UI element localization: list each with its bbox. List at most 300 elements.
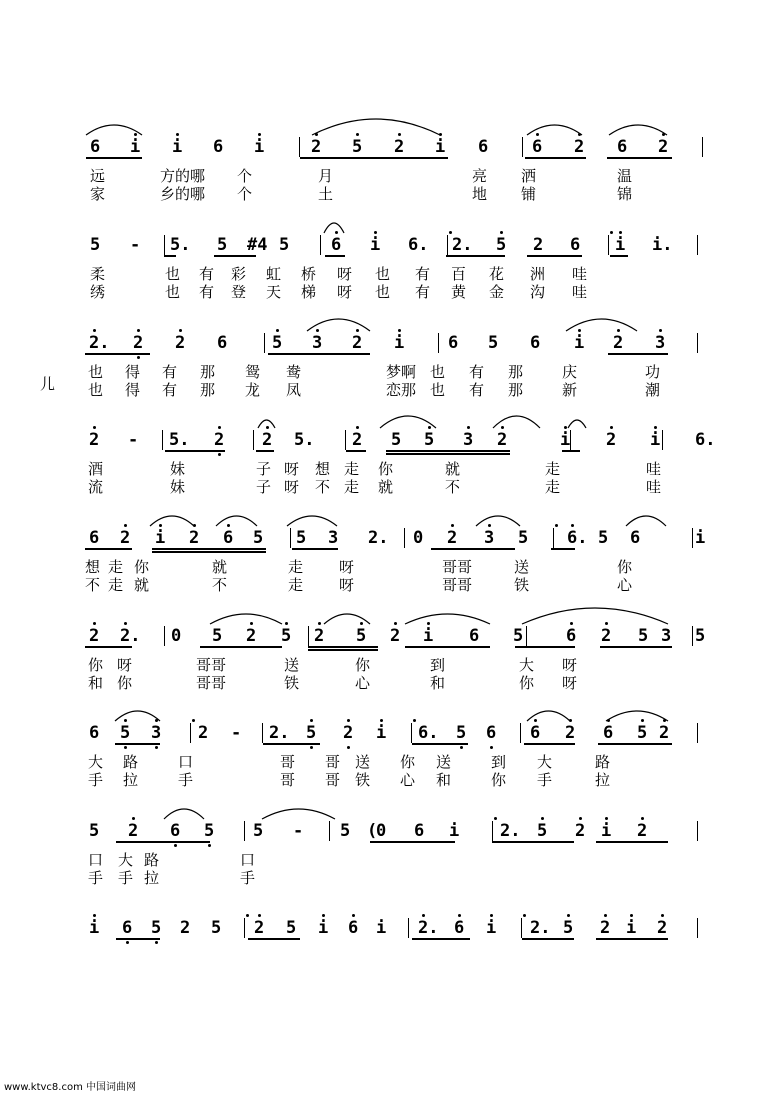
jianpu-note: 2 [352, 430, 363, 450]
beam-underline [525, 157, 586, 159]
jianpu-note: 2 [262, 430, 273, 450]
octave-dot-high [132, 817, 135, 820]
lyric-verse-1: 彩 [231, 265, 247, 283]
bar-line [438, 333, 439, 353]
lyric-verse-2: 家 [90, 185, 106, 203]
octave-dot-high [534, 719, 537, 722]
lyric-verse-1: 送 [355, 753, 371, 771]
bar-line [608, 235, 609, 255]
jianpu-note: ( [367, 821, 378, 841]
beam-underline [256, 450, 274, 452]
jianpu-note: 2 [214, 430, 225, 450]
octave-dot-high [394, 622, 397, 625]
octave-dot-high [318, 622, 321, 625]
beam-underline [308, 646, 378, 648]
octave-dot-high [93, 622, 96, 625]
lyric-verse-2: 地 [472, 185, 488, 203]
octave-dot-low [347, 746, 350, 749]
octave-dot-high [413, 719, 416, 722]
jianpu-note: 3 [328, 528, 339, 548]
octave-dot-high [654, 426, 657, 429]
jianpu-note: 2 [246, 626, 257, 646]
jianpu-note: 2 [128, 821, 139, 841]
score-system [0, 626, 772, 716]
jianpu-note: 2 [657, 918, 668, 938]
lyric-verse-2: 心 [617, 576, 633, 594]
lyric-verse-2: 哥 [280, 771, 296, 789]
lyric-verse-2: 走 [288, 576, 304, 594]
lyric-verse-2: 呀 [337, 283, 353, 301]
jianpu-note: 5 [695, 626, 706, 646]
lyric-verse-2: 不 [445, 478, 461, 496]
beam-underline [412, 938, 470, 940]
octave-dot-low [155, 746, 158, 749]
octave-dot-high [179, 329, 182, 332]
octave-dot-low [124, 746, 127, 749]
jianpu-note: 2 [447, 528, 458, 548]
jianpu-note: 6 [530, 723, 541, 743]
jianpu-note: i [695, 528, 706, 548]
beam-underline [85, 548, 132, 550]
lyric-verse-2: 梯 [301, 283, 317, 301]
jianpu-note: 2 [574, 137, 585, 157]
bar-line [345, 430, 346, 450]
jianpu-note: 2. [89, 333, 110, 353]
lyric-verse-1: 百 [451, 265, 467, 283]
lyric-verse-1: 桥 [301, 265, 317, 283]
octave-dot-high [494, 817, 497, 820]
jianpu-note: 2. [269, 723, 290, 743]
octave-dot-high [610, 426, 613, 429]
beam-underline [431, 548, 515, 550]
beam-underline [116, 841, 210, 843]
jianpu-note: 5 [352, 137, 363, 157]
lyric-verse-1: 想 [315, 460, 331, 478]
slur-layer [0, 626, 772, 716]
bar-line [253, 430, 254, 450]
lyric-verse-2: 子 [256, 478, 272, 496]
jianpu-note: 2 [352, 333, 363, 353]
bar-line [299, 137, 300, 157]
octave-dot-high [93, 914, 96, 917]
lyric-verse-1: 你 [378, 460, 394, 478]
bar-line [522, 137, 523, 157]
octave-dot-high [564, 426, 567, 429]
jianpu-note: i [486, 918, 497, 938]
octave-dot-high [276, 329, 279, 332]
lyric-verse-1: 路 [123, 753, 139, 771]
lyric-verse-1: 妹 [170, 460, 186, 478]
lyric-verse-2: 绣 [90, 283, 106, 301]
beam-underline [263, 743, 320, 745]
jianpu-note: 3 [463, 430, 474, 450]
beam-underline [607, 157, 672, 159]
jianpu-note: i [574, 333, 585, 353]
lyric-verse-1: 酒 [88, 460, 104, 478]
jianpu-note: i [318, 918, 329, 938]
jianpu-note: 5 [211, 918, 222, 938]
beam-underline [248, 938, 300, 940]
octave-dot-high [662, 133, 665, 136]
lyric-verse-2: 铁 [284, 674, 300, 692]
beam-underline [214, 255, 256, 257]
lyric-verse-2: 手 [240, 869, 256, 887]
lyric-verse-1: 温 [617, 167, 633, 185]
beam-underline [522, 938, 574, 940]
jianpu-note: 5 [488, 333, 499, 353]
score-system [0, 723, 772, 813]
octave-dot-high [605, 817, 608, 820]
octave-dot-high [316, 329, 319, 332]
lyric-verse-2: 你 [519, 674, 535, 692]
jianpu-note: i [435, 137, 446, 157]
jianpu-note: 6 [331, 235, 342, 255]
jianpu-note: 5 [306, 723, 317, 743]
jianpu-note: 0 [376, 821, 387, 841]
jianpu-note: #4 [247, 235, 268, 255]
lyric-verse-2: 呀 [562, 674, 578, 692]
lyric-verse-1: 那 [200, 363, 216, 381]
lyric-verse-2: 拉 [595, 771, 611, 789]
lyric-verse-1: 梦啊 [386, 363, 417, 381]
jianpu-note: 2 [133, 333, 144, 353]
octave-dot-low [218, 453, 221, 456]
jianpu-note: 6 [223, 528, 234, 548]
bar-line [244, 821, 245, 841]
jianpu-note: 5 [253, 528, 264, 548]
octave-dot-high [570, 622, 573, 625]
beam-underline [551, 548, 575, 550]
lyric-verse-2: 妹 [170, 478, 186, 496]
lyric-verse-1: 口 [178, 753, 194, 771]
octave-dot-high [451, 524, 454, 527]
jianpu-note: 5 [456, 723, 467, 743]
jianpu-note: i [89, 918, 100, 938]
octave-dot-high [155, 719, 158, 722]
jianpu-note: i [560, 430, 571, 450]
jianpu-note: 2 [314, 626, 325, 646]
jianpu-note: 5 [391, 430, 402, 450]
jianpu-note: 5 [217, 235, 228, 255]
octave-dot-high [578, 329, 581, 332]
beam-underline [325, 255, 345, 257]
lyric-verse-1: 那 [508, 363, 524, 381]
bar-line [521, 918, 522, 938]
lyric-verse-2: 手 [88, 771, 104, 789]
jianpu-note: 2 [189, 528, 200, 548]
jianpu-note: 5 [638, 626, 649, 646]
jianpu-note: i [370, 235, 381, 255]
jianpu-note: 5. [169, 430, 190, 450]
jianpu-note: 6 [603, 723, 614, 743]
beam-underline [300, 157, 448, 159]
octave-dot-high [266, 426, 269, 429]
octave-dot-high [246, 914, 249, 917]
lyric-verse-1: 就 [212, 558, 228, 576]
lyric-verse-1: 子 [256, 460, 272, 478]
octave-dot-high [285, 622, 288, 625]
lyric-verse-1: 你 [88, 656, 104, 674]
bar-line [697, 723, 698, 743]
jianpu-note: 6. [418, 723, 439, 743]
lyric-verse-1: 也 [430, 363, 446, 381]
jianpu-note: 6 [478, 137, 489, 157]
octave-dot-high [578, 133, 581, 136]
slur-arc [312, 119, 440, 135]
lyric-verse-1: 洲 [530, 265, 546, 283]
jianpu-note: 5 [513, 626, 524, 646]
lyric-verse-1: 月 [318, 167, 334, 185]
lyric-verse-2: 手 [118, 869, 134, 887]
jianpu-note: 6 [122, 918, 133, 938]
lyric-verse-2: 个 [237, 185, 253, 203]
bar-line [264, 333, 265, 353]
lyric-verse-2: 就 [134, 576, 150, 594]
octave-dot-high [250, 622, 253, 625]
lyric-verse-1: 柔 [90, 265, 106, 283]
jianpu-note: 6 [448, 333, 459, 353]
octave-dot-high [93, 426, 96, 429]
lyric-verse-2: 新 [562, 381, 578, 399]
lyric-verse-1: 走 [344, 460, 360, 478]
lyric-verse-2: 哇 [572, 283, 588, 301]
lyric-verse-1: 送 [514, 558, 530, 576]
bar-line [190, 723, 191, 743]
lyric-verse-2: 那 [508, 381, 524, 399]
lyric-verse-2: 走 [108, 576, 124, 594]
lyric-verse-1: 呀 [284, 460, 300, 478]
lyric-verse-2: 呀 [339, 576, 355, 594]
beam-underline [412, 743, 468, 745]
jianpu-note: i [394, 333, 405, 353]
bar-line [692, 626, 693, 646]
lyric-verse-1: 呀 [337, 265, 353, 283]
lyric-verse-1: 有 [162, 363, 178, 381]
octave-dot-high [630, 914, 633, 917]
beam-underline [600, 646, 672, 648]
jianpu-note: 2 [198, 723, 209, 743]
lyric-verse-2: 沟 [530, 283, 546, 301]
lyric-verse-1: 功 [645, 363, 661, 381]
lyric-verse-1: 哇 [646, 460, 662, 478]
lyric-verse-2: 你 [117, 674, 133, 692]
jianpu-note: 2. [452, 235, 473, 255]
bar-line [662, 430, 663, 450]
lyric-verse-1: 你 [134, 558, 150, 576]
bar-line [447, 235, 448, 255]
lyric-verse-1: 也 [375, 265, 391, 283]
lyric-verse-1: 个 [237, 167, 253, 185]
slur-arc [609, 125, 667, 135]
lyric-verse-1: 走 [545, 460, 561, 478]
octave-dot-high [536, 133, 539, 136]
jianpu-note: 2. [530, 918, 551, 938]
jianpu-note: 5 [253, 821, 264, 841]
lyric-verse-1: 洒 [521, 167, 537, 185]
jianpu-note: 2 [254, 918, 265, 938]
octave-dot-high [258, 133, 261, 136]
beam-underline [165, 450, 225, 452]
octave-dot-high [310, 719, 313, 722]
octave-dot-low [155, 941, 158, 944]
beam-underline [292, 548, 338, 550]
lyric-verse-1: 亮 [472, 167, 488, 185]
jianpu-note: 5. [170, 235, 191, 255]
octave-dot-high [427, 622, 430, 625]
bar-line [520, 723, 521, 743]
jianpu-note: 2. [418, 918, 439, 938]
octave-dot-low [310, 746, 313, 749]
octave-dot-low [208, 844, 211, 847]
jianpu-note: 2. [120, 626, 141, 646]
octave-dot-high [218, 426, 221, 429]
bar-line [492, 821, 493, 841]
lyric-verse-1: 送 [436, 753, 452, 771]
jianpu-note: 2 [533, 235, 544, 255]
side-label: 儿 [40, 375, 56, 393]
lyric-verse-1: 有 [199, 265, 215, 283]
lyric-verse-2: 哥 [325, 771, 341, 789]
octave-dot-high [641, 719, 644, 722]
score-system [0, 333, 772, 423]
jianpu-note: 6 [454, 918, 465, 938]
octave-dot-high [352, 914, 355, 917]
bar-line [164, 626, 165, 646]
jianpu-note: 2 [311, 137, 322, 157]
lyric-verse-2: 也 [375, 283, 391, 301]
jianpu-note: 6 [530, 333, 541, 353]
lyric-verse-1: 呀 [117, 656, 133, 674]
jianpu-note: i [601, 821, 612, 841]
lyric-verse-2: 不 [85, 576, 101, 594]
jianpu-note: i [376, 918, 387, 938]
jianpu-note: i [254, 137, 265, 157]
lyric-verse-1: 到 [491, 753, 507, 771]
octave-dot-high [500, 231, 503, 234]
bar-line [570, 430, 571, 450]
jianpu-note: 5 [637, 723, 648, 743]
lyric-verse-2: 和 [436, 771, 452, 789]
lyric-verse-2: 和 [88, 674, 104, 692]
jianpu-note: 6. [695, 430, 716, 450]
lyric-verse-2: 有 [199, 283, 215, 301]
bar-line [162, 430, 163, 450]
jianpu-note: i [172, 137, 183, 157]
bar-line [320, 235, 321, 255]
lyric-verse-1: 得 [125, 363, 141, 381]
octave-dot-high [490, 914, 493, 917]
octave-dot-high [467, 426, 470, 429]
beam-underline [386, 450, 510, 452]
jianpu-note: 5 [563, 918, 574, 938]
jianpu-note: 5 [496, 235, 507, 255]
jianpu-note: 2 [394, 137, 405, 157]
jianpu-note: 0 [171, 626, 182, 646]
octave-dot-high [541, 817, 544, 820]
lyric-verse-2: 你 [491, 771, 507, 789]
octave-dot-low [137, 356, 140, 359]
octave-dot-high [501, 426, 504, 429]
lyric-verse-1: 你 [355, 656, 371, 674]
lyric-verse-2: 铁 [514, 576, 530, 594]
bar-line [697, 821, 698, 841]
lyric-verse-1: 口 [88, 851, 104, 869]
octave-dot-high [356, 329, 359, 332]
beam-underline [610, 255, 628, 257]
lyric-verse-2: 哥哥 [196, 674, 227, 692]
beam-underline [85, 353, 150, 355]
lyric-verse-1: 想 [85, 558, 101, 576]
jianpu-note: 2 [659, 723, 670, 743]
score-system [0, 137, 772, 227]
beam-underline [152, 548, 266, 550]
lyric-verse-2: 恋那 [386, 381, 417, 399]
beam-underline [200, 646, 282, 648]
octave-dot-high [356, 426, 359, 429]
octave-dot-high [458, 914, 461, 917]
beam-underline [527, 255, 582, 257]
lyric-verse-2: 有 [162, 381, 178, 399]
lyric-verse-2: 也 [88, 381, 104, 399]
octave-dot-high [607, 719, 610, 722]
lyric-verse-2: 也 [430, 381, 446, 399]
jianpu-note: 2 [175, 333, 186, 353]
octave-dot-high [192, 719, 195, 722]
lyric-verse-1: 到 [430, 656, 446, 674]
jianpu-note: 5 [356, 626, 367, 646]
jianpu-note: 5 [537, 821, 548, 841]
octave-dot-high [610, 231, 613, 234]
jianpu-note: 6 [217, 333, 228, 353]
beam-underline [596, 841, 668, 843]
bar-line [164, 235, 165, 255]
jianpu-note: 2. [368, 528, 389, 548]
beam-underline [386, 453, 510, 455]
octave-dot-high [617, 329, 620, 332]
lyric-verse-2: 铺 [521, 185, 537, 203]
beam-underline [598, 743, 672, 745]
slur-layer [0, 137, 772, 227]
octave-dot-high [124, 719, 127, 722]
lyric-verse-2: 手 [88, 869, 104, 887]
bar-line [290, 528, 291, 548]
lyric-verse-2: 走 [344, 478, 360, 496]
lyric-verse-1: 呀 [339, 558, 355, 576]
jianpu-note: - [293, 821, 304, 841]
lyric-verse-2: 有 [469, 381, 485, 399]
octave-dot-high [604, 914, 607, 917]
beam-underline [562, 450, 580, 452]
jianpu-note: 2 [565, 723, 576, 743]
octave-dot-high [422, 914, 425, 917]
lyric-verse-2: 也 [165, 283, 181, 301]
jianpu-note: 6 [89, 723, 100, 743]
jianpu-note: 2 [180, 918, 191, 938]
jianpu-note: 3 [484, 528, 495, 548]
octave-dot-high [176, 133, 179, 136]
jianpu-note: i [155, 528, 166, 548]
octave-dot-high [567, 914, 570, 917]
lyric-verse-1: 哥 [280, 753, 296, 771]
octave-dot-high [93, 329, 96, 332]
jianpu-note: 5 [281, 626, 292, 646]
lyric-verse-2: 心 [400, 771, 416, 789]
jianpu-note: 6 [532, 137, 543, 157]
lyric-verse-2: 哇 [646, 478, 662, 496]
octave-dot-high [605, 622, 608, 625]
jianpu-note: 6 [89, 528, 100, 548]
bar-line [404, 528, 405, 548]
